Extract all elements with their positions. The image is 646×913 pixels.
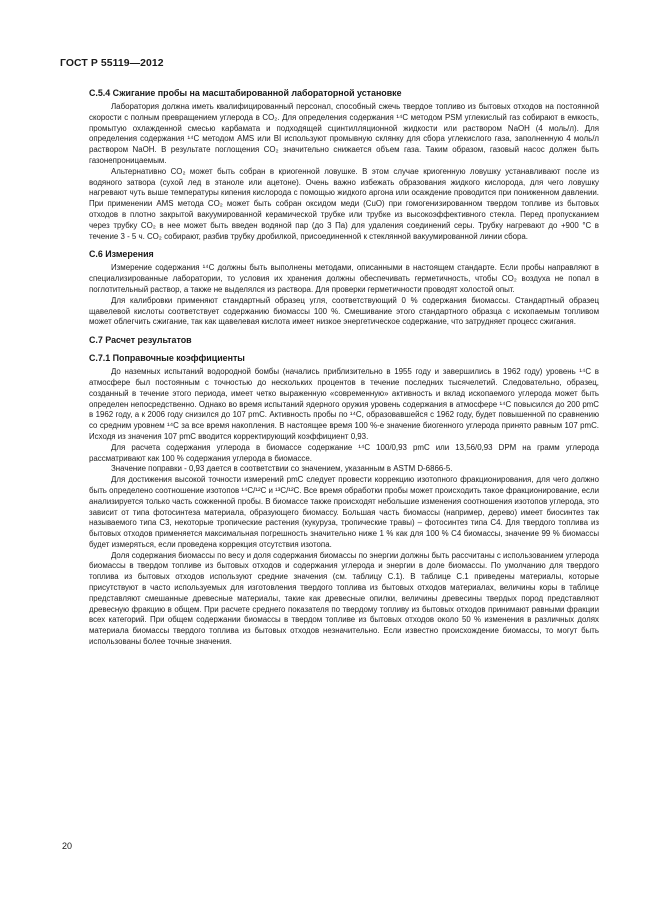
paragraph: Для расчета содержания углерода в биомассе содержание ¹⁴С 100/0,93 pmC или 13,56/0,93 DPM на грамм углерода рассматривают как 100 % содержания углерода в биомассе. [89,442,599,463]
paragraph: До наземных испытаний водородной бомбы (начались приблизительно в 1955 году и завершились в 1962 году) уровень ¹⁴С в атмосфере был постоянным с точностью до нескольких процентов в течение последних тысячелетий. Следовательно, образец, созданный в течение этого периода, имеет четко выраженную «современную» активность и вклад ископаемого углерода может быть определен непосредственно. Однако во время испытаний ядерного оружия уровень содержания в атмосфере ¹⁴С повысился до 200 pmC в 1962 году, а к 2006 году снизился до 107 pmC. Активность пробы по ¹⁴С, образовавшейся с 1962 году, будет повышенной по сравнению со средним уровнем ¹⁴С за все время накопления. В настоящее время 100 %-е значение биогенного углерода принято равным 107 pmC. Исходя из значения 107 pmC вводится корректирующий коэффициент 0,93. [89,367,599,441]
paragraph: Доля содержания биомассы по весу и доля содержания биомассы по энергии должны быть рассчитаны с использованием углерода биомассы в твердом топливе из бытовых отходов и содержания углерода и энергии в доле биомассы. По умолчанию для твердого топлива из бытовых отходов используют средние значения (см. таблицу С.1). В таблице С.1 приведены материалы, которые присутствуют в часто используемых для изготовления твердого топлива из бытовых отходов материалах, величины коры в таблице представляют смешанные древесные материалы, такие как древесные опилки, величины древесины твердых пород представляют древесную фракцию в общем. При расчете среднего показателя по твердому топливу из бытовых отходов принимают равными фракции всех категорий. При общем содержании биомассы в твердом топливе из бытовых отходов около 50 % изменения в различных долях материала биомассы твердого топлива из бытовых отходов незначительно. Если известно происхождение биомассы, то могут быть использованы более точные значения. [89,550,599,647]
section-heading-c7: С.7 Расчет результатов [89,335,192,346]
section-heading-c6: С.6 Измерения [89,249,154,260]
paragraph: Значение поправки - 0,93 дается в соответствии со значением, указанным в ASTM D-6866-5. [111,464,453,474]
paragraph: Для калибровки применяют стандартный образец угля, соответствующий 0 % содержания биомассы. Стандартный образец щавелевой кислоты соответствует содержанию биомассы 100 %. Смешивание этого стандартного образца с ископаемым топливом может облегчить сжигание, так как щавелевая кислота имеет низкое энергетическое содержание, что затрудняет процесс сжигания. [89,295,599,327]
page-number: 20 [62,841,73,851]
paragraph: Лаборатория должна иметь квалифицированный персонал, способный сжечь твердое топливо из бытовых отходов на постоянной скорости с полным превращением углерода в CO₂. Для определения содержания ¹⁴С методом PSM углекислый газ собирают в емкость, промытую охлажденной смесью карбамата и подходящей сцинтилляционной жидкости или раствором NaOH (4 моль/л). Для определения содержания ¹⁴С методом AMS или BI используют промывную склянку для сбора углекислого газа, заполненную 4 моль/л раствором NaOH. В результате поглощения CO₂ значительно снижается объем газа. Таким образом, газовый насос должен быть газонепроницаемым. [89,102,599,165]
section-heading-c71: С.7.1 Поправочные коэффициенты [89,353,245,364]
document-code-header: ГОСТ Р 55119—2012 [60,58,164,69]
paragraph: Альтернативно CO₂ может быть собран в криогенной ловушке. В этом случае криогенную ловушку устанавливают после из водяного затвора (сухой лед в этаноле или ацетоне). Очень важно избежать образования жидкого кислорода, для чего ловушку нагревают чуть выше температуры кипения кислорода с помощью жидкого аргона или осаждение проводится при пониженном давлении. При применении AMS метода CO₂ может быть собран оксидом меди (CuO) при гомогенизированном твердом топливе из бытовых отходов в плотно закрытой вакуумированной керамической трубке или трубке из высокоэффективного стекла. Перед пропусканием через трубку CO₂ в нее может быть введен водяной пар (до 3 Па) для удаления соединений серы. Трубку нагревают до +900 °С в течение 3 - 5 ч. CO₂ собирают, разбив трубку дробилкой, присоединенной к стеклянной вакуумированной линии сбора. [89,166,599,241]
paragraph: Измерение содержания ¹⁴С должны быть выполнены методами, описанными в настоящем стандарте. Если пробы направляют в специализированные лаборатории, то условия их хранения должны обеспечивать герметичность, чтобы CO₂ воздуха не попал в поглотительный раствор, а также не выделялся из раствора. Для проверки герметичности проводят холостой опыт. [89,263,599,294]
paragraph: Для достижения высокой точности измерений pmC следует провести коррекцию изотопного фракционирования, для чего должно быть определено соотношение изотопов ¹⁴С/¹²С и ¹³С/¹²С. Все время обработки пробы может происходить такое фракционирование, если анализируется только часть сожженной пробы. В биомассе также происходят небольшие изменения соотношения изотопов углерода, это зависит от типа фотосинтеза материала, образующего биомассу. Большая часть биомассы (например, дерево) имеет биосинтез так называемого типа С3, некоторые тропические растения (кукуруза, тропические травы) – фотосинтез типа С4. Для твердого топлива из бытовых отходов применяется максимальная погрешность значительно ниже 1 % как для 100 % С4 биомассы, значение 99 % биомассы будет измеряться, если проведена коррекция отсутствия изотопа. [89,475,599,549]
section-heading-c54: С.5.4 Сжигание пробы на масштабированной лабораторной установке [89,88,402,98]
document-body [89,87,599,648]
